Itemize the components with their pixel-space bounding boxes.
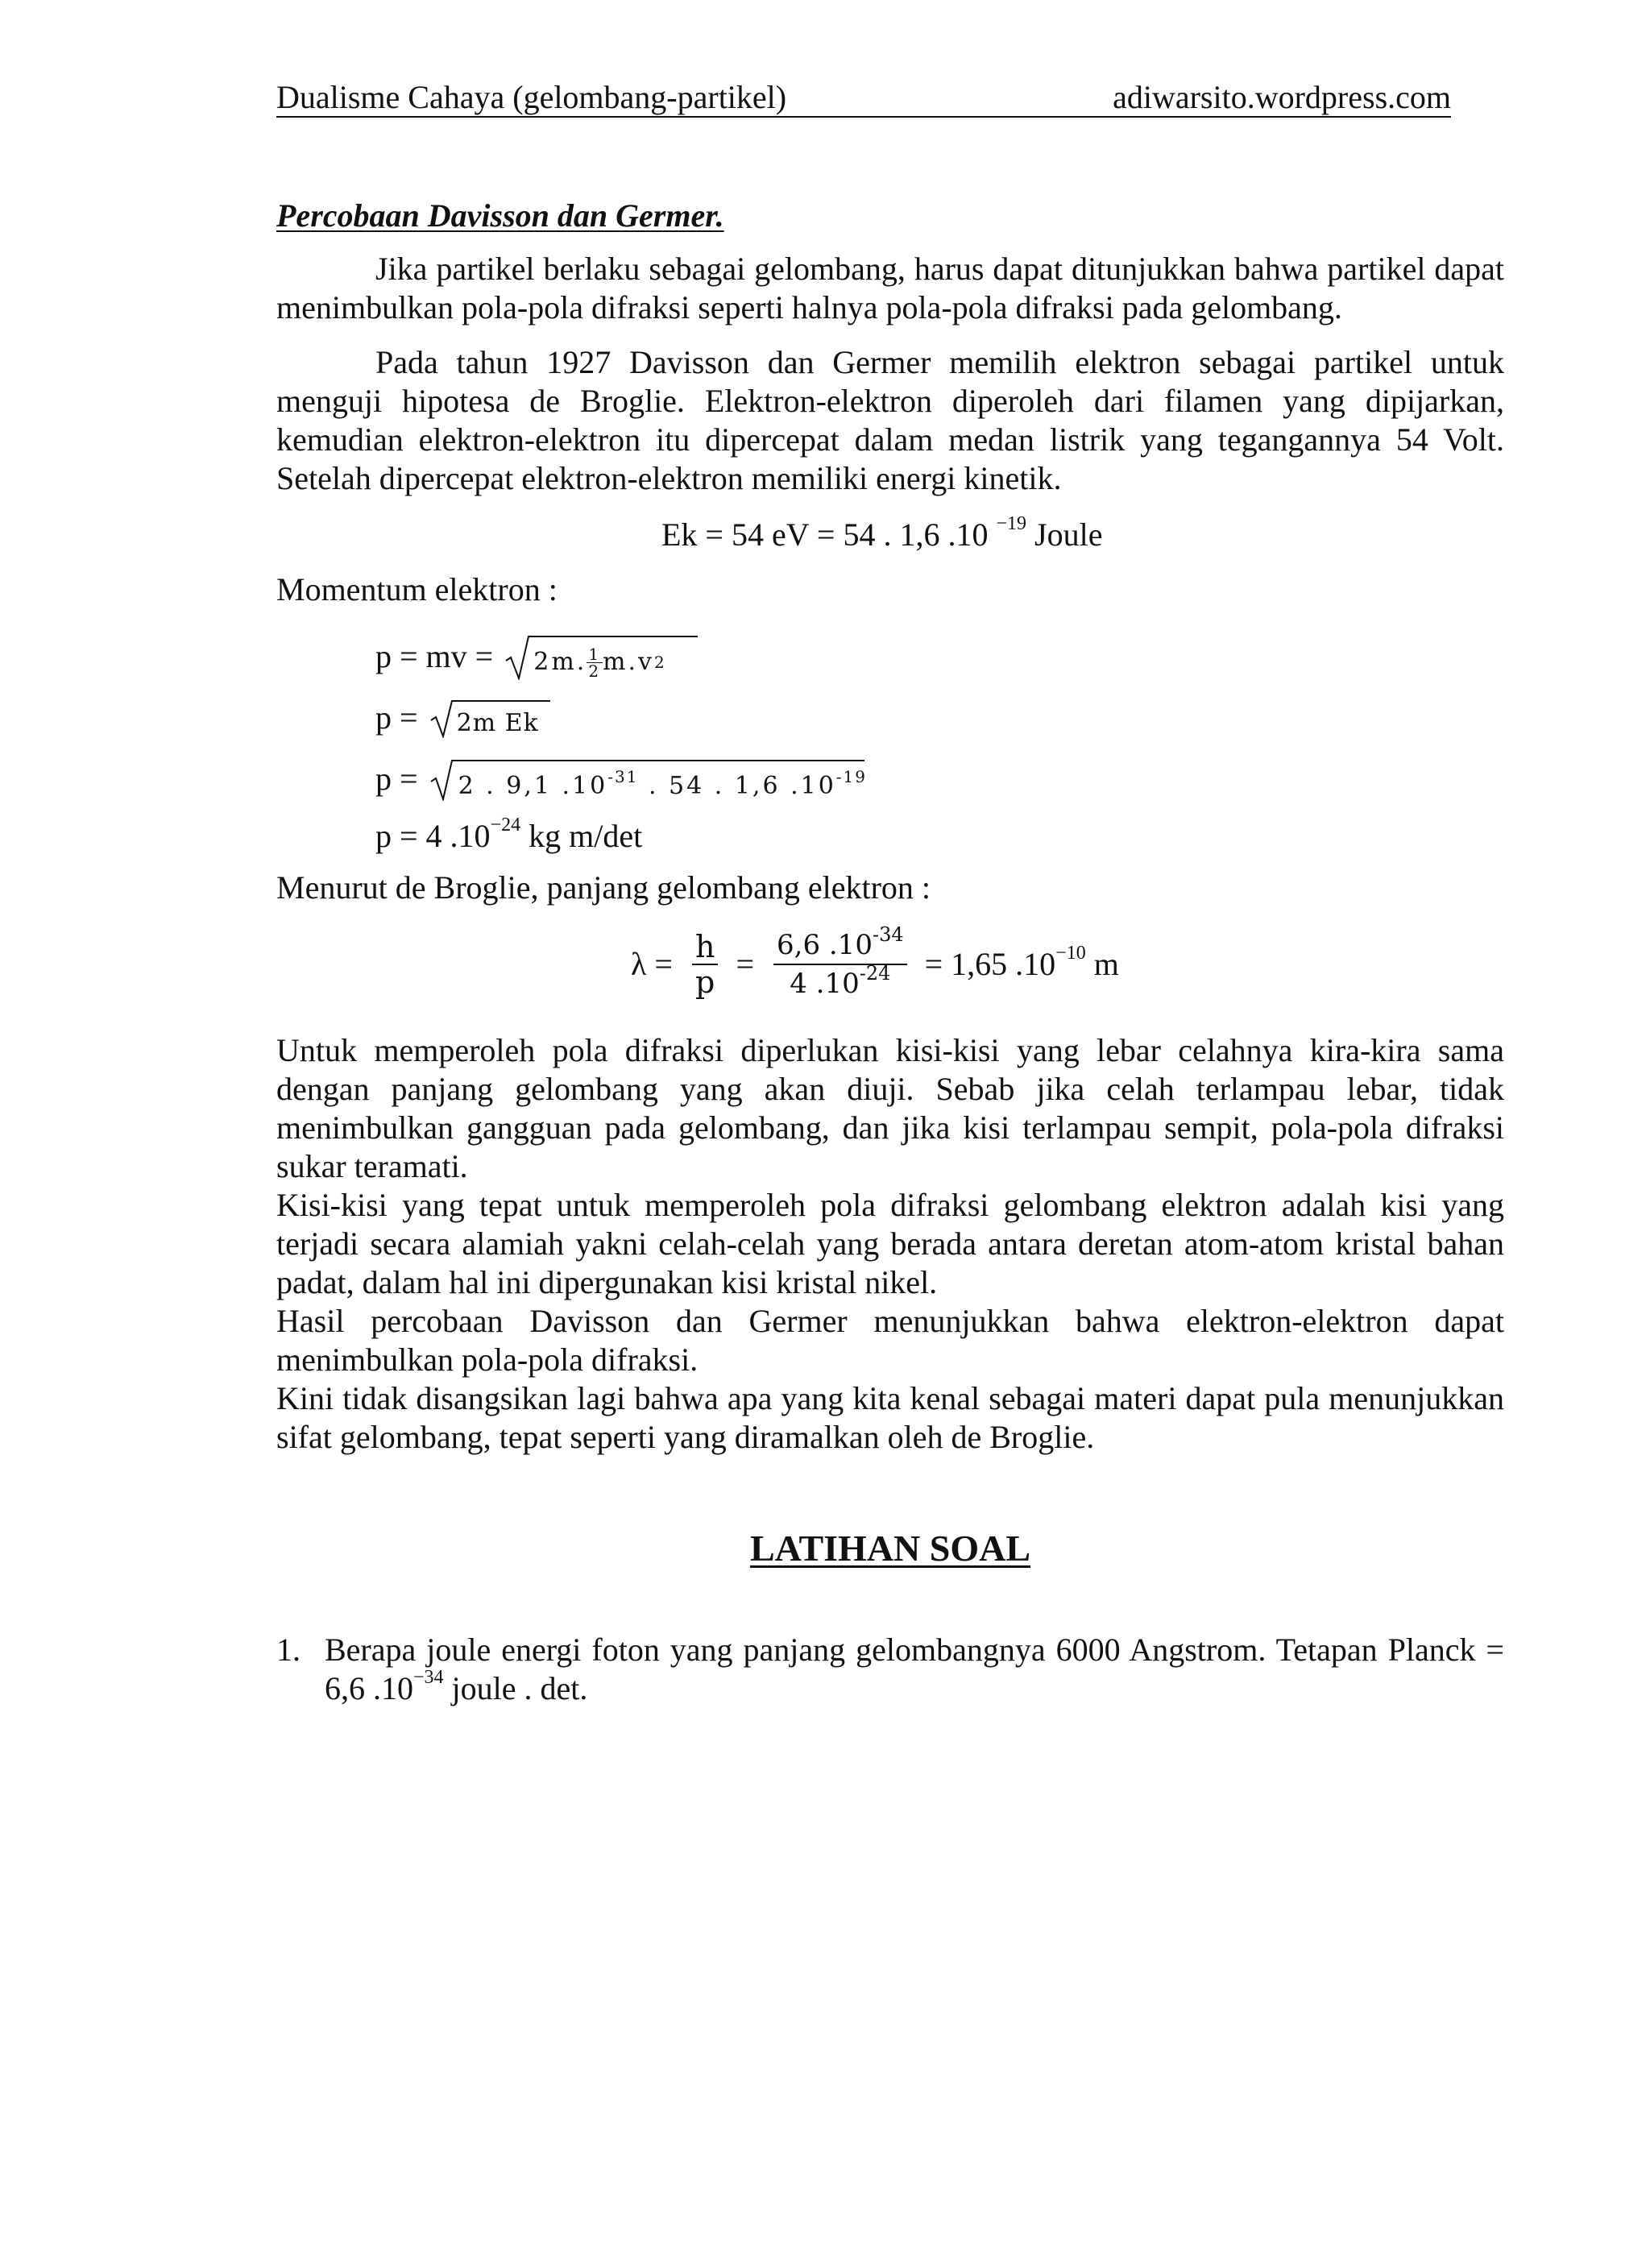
momentum-formula-1-prefix: p = mv = bbox=[375, 638, 494, 674]
lambda-equals: = bbox=[736, 946, 754, 982]
momentum-formula-2-prefix: p = bbox=[375, 699, 418, 736]
radicand-exponent-b: -19 bbox=[835, 767, 868, 786]
lambda-result bbox=[925, 945, 1119, 984]
ek-formula-unit: Joule bbox=[1034, 516, 1103, 553]
radicand-part-b: m.v bbox=[603, 648, 654, 676]
lambda-prefix: λ = bbox=[631, 946, 673, 982]
momentum-result-text: p = 4 .10 bbox=[375, 818, 491, 854]
radicand-part-b: . 54 . 1,6 .10 bbox=[648, 772, 836, 800]
section-title: Percobaan Davisson dan Germer. bbox=[276, 197, 724, 234]
fraction-denominator-value: 4 .10 bbox=[790, 968, 860, 1000]
square-root-sign: 2m. $\frac{1}{2}$ m.v 2 bbox=[504, 633, 698, 680]
paragraph-conclusion: Kini tidak disangsikan lagi bahwa apa yang kita kenal sebagai materi dapat pula menunjukkan sifat gelombang, tepat seperti yang diramalkan oleh de Broglie. bbox=[276, 1380, 1504, 1455]
momentum-result-unit: kg m/det bbox=[529, 818, 643, 854]
paragraph-result: Hasil percobaan Davisson dan Germer menunjukkan bahwa elektron-elektron dapat menimbulkan pola-pola difraksi. bbox=[276, 1303, 1504, 1378]
momentum-formula-3 bbox=[375, 757, 868, 801]
fraction-numerator: 1 bbox=[588, 644, 602, 664]
momentum-formula-1 bbox=[375, 633, 698, 680]
page-header bbox=[276, 79, 1451, 118]
fraction-denominator-exponent: -24 bbox=[859, 962, 891, 985]
question-text-b: joule . det. bbox=[451, 1670, 588, 1706]
question-text-a: Berapa joule energi foton yang panjang gelombangnya 6000 Angstrom. Tetapan Planck = 6,6 .10 bbox=[325, 1632, 1504, 1706]
radicand-part-a: 2m. bbox=[533, 648, 587, 676]
exercise-question-1 bbox=[276, 1631, 1504, 1708]
ek-formula-text: Ek = 54 eV = 54 . 1,6 .10 bbox=[661, 516, 989, 553]
fraction-h-over-p bbox=[692, 930, 718, 999]
exercise-heading: LATIHAN SOAL bbox=[749, 1528, 1031, 1569]
fraction-p: p bbox=[695, 964, 715, 1000]
momentum-result bbox=[375, 817, 642, 856]
paragraph-crystal-lattice: Kisi-kisi yang tepat untuk memperoleh pola difraksi gelombang elektron adalah kisi yang terjadi secara alamiah yakni celah-celah yang berada antara deretan atom-atom kristal bahan padat, dalam hal ini dipergunakan kisi kristal nikel. bbox=[276, 1187, 1504, 1300]
fraction-numeric bbox=[773, 923, 907, 1002]
header-title: Dualisme Cahaya (gelombang-partikel) bbox=[276, 79, 787, 115]
paragraph-davisson-germer: Pada tahun 1927 Davisson dan Germer memilih elektron sebagai partikel untuk menguji hipotesa de Broglie. Elektron-elektron diperoleh dari filamen yang dipijarkan, kemudian elektron-elektron itu dipercepat dalam medan listrik yang tegangannya 54 Volt. Setelah dipercepat elektron-elektron memiliki energi kinetik. bbox=[276, 344, 1504, 496]
lambda-result-unit: m bbox=[1093, 946, 1119, 982]
radicand-2m-ek: 2m Ek bbox=[456, 709, 539, 737]
lambda-result-text: = 1,65 .10 bbox=[924, 946, 1056, 982]
question-text bbox=[325, 1631, 1504, 1708]
square-root-sign bbox=[429, 698, 550, 738]
debroglie-label: Menurut de Broglie, panjang gelombang elektron : bbox=[276, 869, 931, 906]
fraction-h: h bbox=[692, 930, 718, 965]
lambda-result-exponent: −10 bbox=[1055, 943, 1086, 964]
radicand-exponent-a: -31 bbox=[607, 767, 639, 786]
radicand-part-a: 2 . 9,1 .10 bbox=[458, 772, 608, 800]
paragraph-diffraction-grating: Untuk memperoleh pola difraksi diperlukan kisi-kisi yang lebar celahnya kira-kira sama dengan panjang gelombang yang akan diuji. Sebab jika celah terlampau lebar, tidak menimbulkan gangguan pada gelombang, dan jika kisi terlampau sempit, pola-pola difraksi sukar teramati. bbox=[276, 1032, 1504, 1184]
momentum-formula-2 bbox=[375, 698, 550, 738]
question-exponent: −34 bbox=[413, 1667, 444, 1688]
momentum-label: Momentum elektron : bbox=[276, 571, 558, 607]
header-site: adiwarsito.wordpress.com bbox=[1113, 79, 1451, 115]
square-root-sign bbox=[429, 757, 868, 801]
fraction-numerator-value: 6,6 .10 bbox=[777, 929, 873, 961]
ek-formula-exponent: −19 bbox=[996, 513, 1027, 534]
fraction-denominator: 2 bbox=[588, 661, 602, 681]
fraction-numerator-exponent: -34 bbox=[872, 923, 904, 946]
question-number: 1. bbox=[276, 1632, 301, 1668]
fraction-one-half bbox=[587, 646, 603, 679]
momentum-result-exponent: −24 bbox=[490, 815, 521, 835]
momentum-formula-3-prefix: p = bbox=[375, 761, 418, 797]
kinetic-energy-formula bbox=[661, 513, 1103, 554]
paragraph-intro: Jika partikel berlaku sebagai gelombang, harus dapat ditunjukkan bahwa partikel dapat menimbulkan pola-pola difraksi seperti halnya pola-pola difraksi pada gelombang. bbox=[276, 251, 1504, 325]
wavelength-formula bbox=[631, 923, 1119, 1002]
